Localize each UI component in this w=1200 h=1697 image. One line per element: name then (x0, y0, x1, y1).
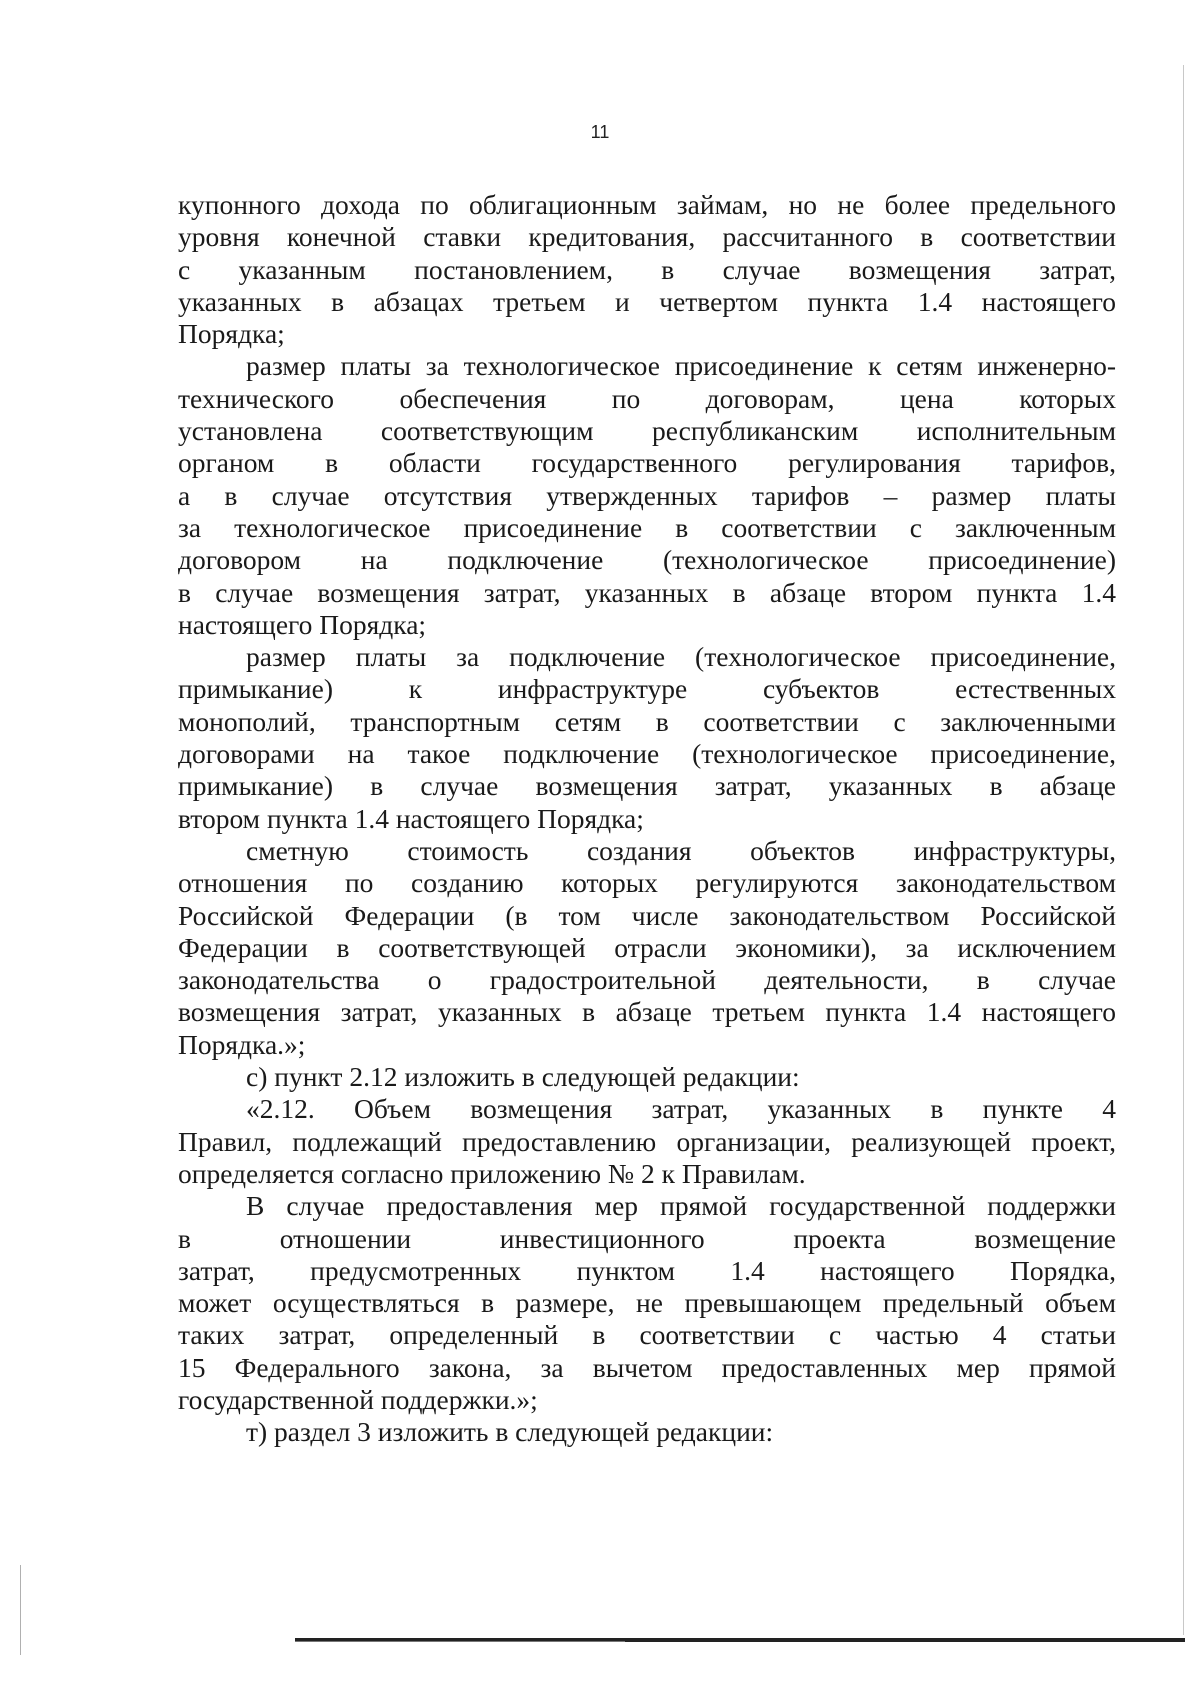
text-line: втором пункта 1.4 настоящего Порядка; (178, 802, 644, 834)
text-line: за технологическое присоединение в соответствии с заключенным (178, 511, 1116, 543)
text-line: Российской Федерации (в том числе законодательством Российской (178, 899, 1116, 931)
text-line: возмещения затрат, указанных в абзаце третьем пункта 1.4 настоящего (178, 996, 1116, 1028)
text-line: размер платы за подключение (технологическое присоединение, (246, 641, 1116, 673)
text-line: Правил, подлежащий предоставлению организации, реализующей проект, (178, 1125, 1116, 1157)
page-edge-line (1183, 65, 1184, 1635)
scan-bottom-rule-thin (295, 1641, 625, 1642)
text-line: может осуществляться в размере, не превышающем предельный объем (178, 1287, 1116, 1319)
text-line: затрат, предусмотренных пунктом 1.4 настоящего Порядка, (178, 1254, 1116, 1286)
text-line: органом в области государственного регулирования тарифов, (178, 447, 1116, 479)
text-line: договором на подключение (технологическое присоединение) (178, 544, 1116, 576)
text-line: Порядка.»; (178, 1028, 306, 1060)
text-line: указанных в абзацах третьем и четвертом пункта 1.4 настоящего (178, 285, 1116, 317)
text-line: уровня конечной ставки кредитования, рассчитанного в соответствии (178, 221, 1116, 253)
scan-edge-mark (20, 1565, 21, 1655)
text-line: определяется согласно приложению № 2 к Правилам. (178, 1157, 806, 1189)
text-line: в случае возмещения затрат, указанных в абзаце втором пункта 1.4 (178, 576, 1116, 608)
text-line: договорами на такое подключение (технологическое присоединение, (178, 738, 1116, 770)
text-line: размер платы за технологическое присоединение к сетям инженерно- (246, 350, 1116, 382)
text-line: купонного дохода по облигационным займам, но не более предельного (178, 189, 1116, 220)
text-line: примыкание) к инфраструктуре субъектов естественных (178, 673, 1116, 705)
text-line: технического обеспечения по договорам, цена которых (178, 382, 1116, 414)
text-line: с) пункт 2.12 изложить в следующей редакции: (246, 1061, 800, 1093)
text-line: таких затрат, определенный в соответствии с частью 4 статьи (178, 1319, 1116, 1351)
text-line: монополий, транспортным сетям в соответствии с заключенными (178, 705, 1116, 737)
text-line: Федерации в соответствующей отрасли экономики), за исключением (178, 931, 1116, 963)
text-line: Порядка; (178, 318, 285, 350)
text-line: установлена соответствующим республиканским исполнительным (178, 415, 1116, 447)
text-line: настоящего Порядка; (178, 608, 427, 640)
text-line: В случае предоставления мер прямой государственной поддержки (246, 1190, 1116, 1222)
text-line: с указанным постановлением, в случае возмещения затрат, (178, 253, 1116, 285)
text-line: сметную стоимость создания объектов инфраструктуры, (246, 834, 1116, 866)
text-line: в отношении инвестиционного проекта возмещение (178, 1222, 1116, 1254)
text-line: отношения по созданию которых регулируются законодательством (178, 867, 1116, 899)
text-line: законодательства о градостроительной деятельности, в случае (178, 964, 1116, 996)
text-line: а в случае отсутствия утвержденных тарифов – размер платы (178, 479, 1116, 511)
text-line: 15 Федерального закона, за вычетом предоставленных мер прямой (178, 1351, 1116, 1383)
text-line: «2.12. Объем возмещения затрат, указанных в пункте 4 (246, 1093, 1116, 1125)
document-body (178, 189, 1116, 1449)
page-number: 11 (590, 122, 610, 142)
text-line: примыкание) в случае возмещения затрат, указанных в абзаце (178, 770, 1116, 802)
text-line: государственной поддержки.»; (178, 1383, 538, 1415)
text-line: т) раздел 3 изложить в следующей редакции: (246, 1416, 774, 1448)
